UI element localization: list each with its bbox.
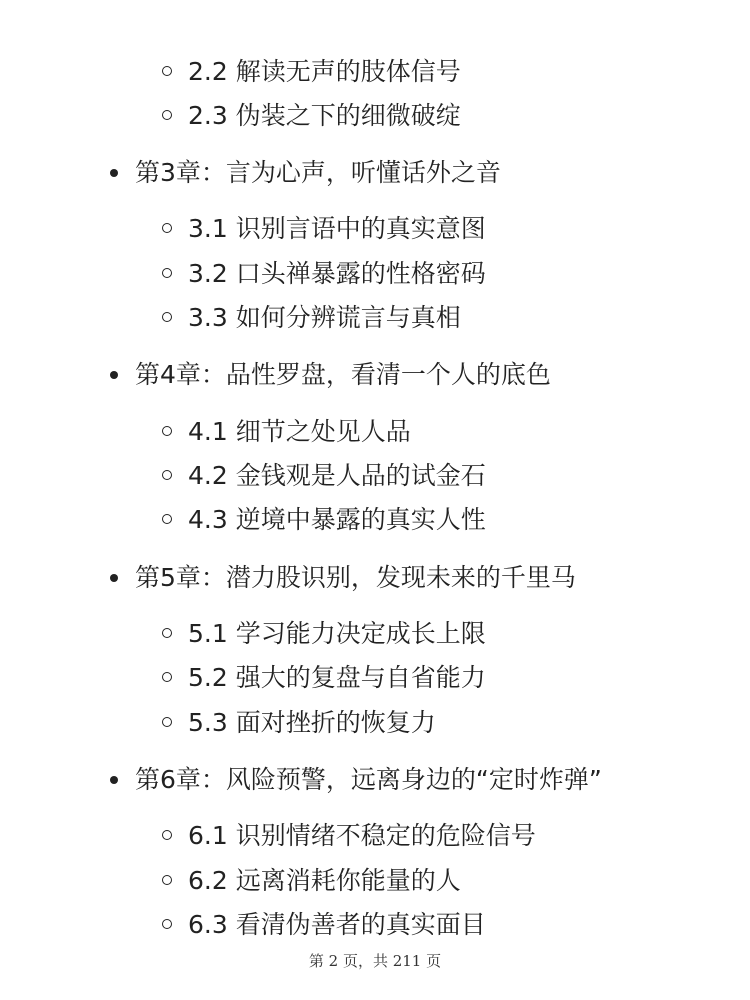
outline-section-item [162,661,486,695]
hollow-bullet-icon [162,268,172,278]
hollow-bullet-icon [162,470,172,480]
outline-section-item [162,55,461,89]
outline-section-item [162,212,486,246]
outline-section-item [162,257,486,291]
hollow-bullet-icon [162,919,172,929]
section-title: 2.3 伪装之下的细微破绽 [188,101,461,130]
outline-section-item [162,864,461,898]
hollow-bullet-icon [162,110,172,120]
outline-section-item [162,301,461,335]
section-title: 6.2 远离消耗你能量的人 [188,866,461,895]
outline-chapter-item [110,763,602,797]
hollow-bullet-icon [162,426,172,436]
section-title: 5.3 面对挫折的恢复力 [188,708,436,737]
outline-section-item [162,459,486,493]
section-title: 4.1 细节之处见人品 [188,417,411,446]
hollow-bullet-icon [162,312,172,322]
section-title: 5.2 强大的复盘与自省能力 [188,663,486,692]
section-title: 2.2 解读无声的肢体信号 [188,57,461,86]
section-title: 5.1 学习能力决定成长上限 [188,619,486,648]
chapter-title: 第3章：言为心声，听懂话外之音 [135,158,501,187]
bullet-icon [110,574,118,582]
bullet-icon [110,169,118,177]
section-title: 4.2 金钱观是人品的试金石 [188,461,486,490]
outline-section-item [162,819,536,853]
section-title: 4.3 逆境中暴露的真实人性 [188,505,486,534]
hollow-bullet-icon [162,514,172,524]
page-number-footer: 第 2 页，共 211 页 [308,952,442,970]
outline-section-item [162,415,411,449]
section-title: 3.1 识别言语中的真实意图 [188,214,486,243]
hollow-bullet-icon [162,628,172,638]
hollow-bullet-icon [162,223,172,233]
hollow-bullet-icon [162,875,172,885]
section-title: 3.2 口头禅暴露的性格密码 [188,259,486,288]
section-title: 6.1 识别情绪不稳定的危险信号 [188,821,536,850]
outline-chapter-item [110,561,576,595]
outline-section-item [162,99,461,133]
chapter-title: 第6章：风险预警，远离身边的“定时炸弹” [135,765,602,794]
hollow-bullet-icon [162,717,172,727]
bullet-icon [110,776,118,784]
section-title: 6.3 看清伪善者的真实面目 [188,910,486,939]
outline-chapter-item [110,358,551,392]
outline-section-item [162,706,436,740]
outline-chapter-item [110,156,501,190]
chapter-title: 第4章：品性罗盘，看清一个人的底色 [135,360,551,389]
section-title: 3.3 如何分辨谎言与真相 [188,303,461,332]
hollow-bullet-icon [162,66,172,76]
outline-section-item [162,908,486,942]
hollow-bullet-icon [162,672,172,682]
outline-section-item [162,617,486,651]
hollow-bullet-icon [162,830,172,840]
bullet-icon [110,371,118,379]
outline-section-item [162,503,486,537]
chapter-title: 第5章：潜力股识别，发现未来的千里马 [135,563,576,592]
